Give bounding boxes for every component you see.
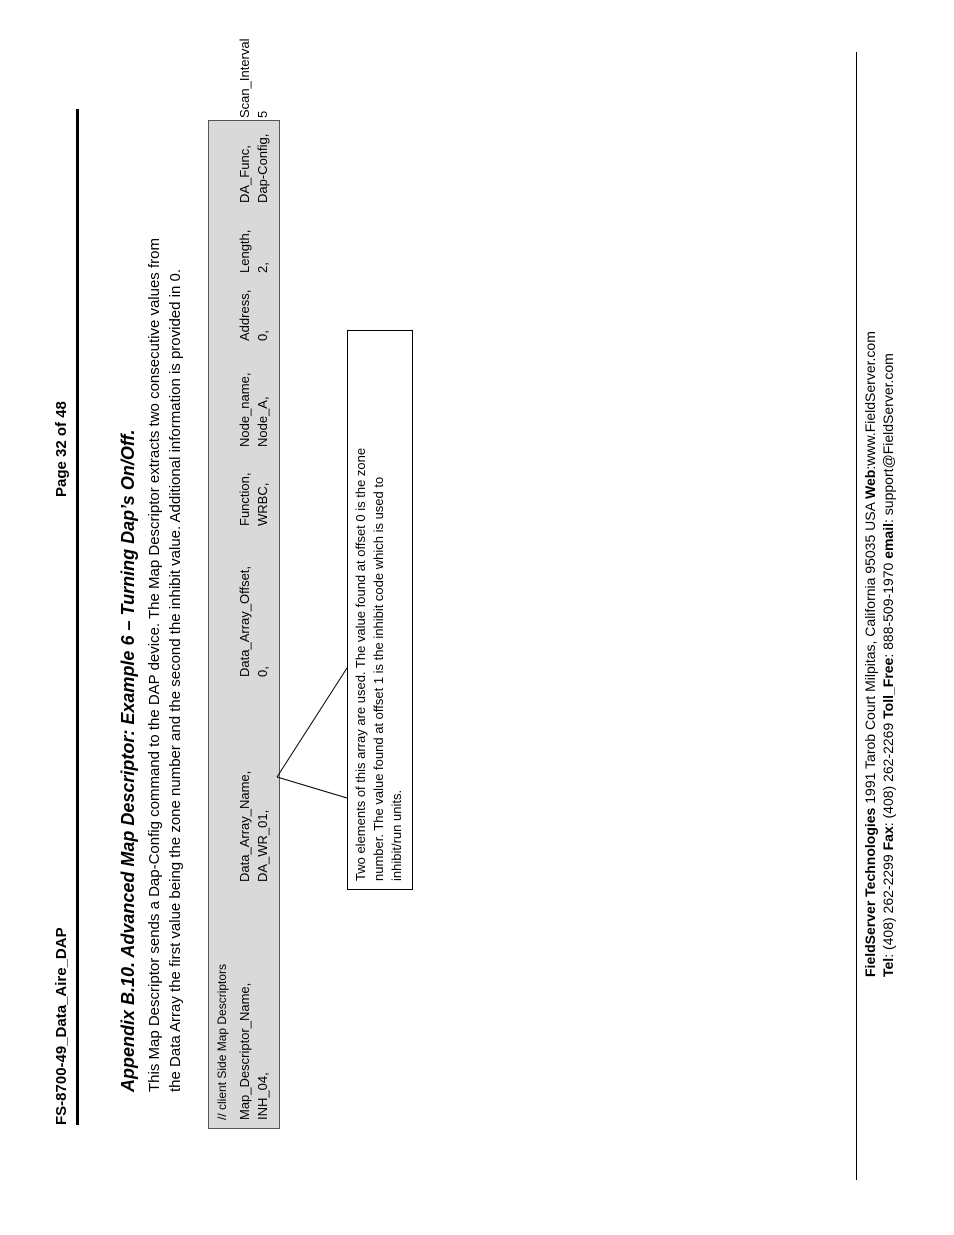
footer-company: FieldServer Technologies — [862, 807, 878, 977]
header-cell: Function, — [237, 472, 252, 526]
section-title: Appendix B.10. Advanced Map Descriptor: Example 6 – Turning Dap’s On/Off. — [118, 429, 138, 1092]
body-line: This Map Descriptor sends a Dap-Config command to the DAP device. The Map Descriptor extracts two consecutive values from — [146, 238, 163, 1092]
header-cell: Data_Array_Offset, — [237, 565, 252, 677]
footer-tel-label: Tel — [880, 957, 896, 977]
header-cell: Node_name, — [237, 372, 252, 447]
footer-address: 1991 Tarob Court Milpitas, California 95035 USA — [862, 498, 878, 808]
footer-email: : support@FieldServer.com — [880, 353, 896, 523]
footer-tel: : (408) 262-2299 — [880, 850, 896, 958]
callout-pointer-line — [277, 777, 347, 798]
document-id: FS-8700-49_Data_Aire_DAP — [53, 927, 70, 1125]
value-cell: INH_04, — [255, 1072, 270, 1120]
value-cell: 5 — [255, 110, 270, 118]
header-cell: Data_Array_Name, — [237, 770, 252, 882]
value-cell: Dap-Config, — [255, 133, 270, 203]
callout-line: inhibit/run units. — [389, 789, 404, 881]
callout-pointer-line — [277, 668, 347, 777]
header-cell: Map_Descriptor_Name, — [237, 982, 252, 1120]
value-cell: WRBC, — [255, 482, 270, 526]
value-cell: 2, — [255, 262, 270, 273]
value-cell: 0, — [255, 330, 270, 341]
footer-tollfree-label: Toll_Free — [880, 657, 896, 719]
footer-rule — [856, 52, 857, 1180]
header-cell: Length, — [237, 229, 252, 273]
page-number: Page 32 of 48 — [53, 401, 70, 497]
callout-line: number. The value found at offset 1 is the inhibit code which is used to — [371, 476, 386, 881]
map-descriptor-comment: // client Side Map Descriptors — [215, 963, 229, 1120]
value-cell: DA_WR_01, — [255, 809, 270, 882]
body-line: the Data Array the first value being the zone number and the second the inhibit value. Additional information is provided in 0. — [167, 268, 184, 1092]
footer-email-label: email — [880, 522, 896, 559]
header-cell: Scan_Interval — [237, 38, 252, 118]
footer-fax: : (408) 262-2269 — [880, 718, 896, 827]
footer-web: :www.FieldServer.com — [862, 331, 878, 470]
footer-tollfree: : 888-509-1970 — [880, 558, 896, 658]
callout-box — [347, 330, 413, 890]
callout-line: Two elements of this array are used. The value found at offset 0 is the zone — [353, 447, 368, 881]
header-cell: DA_Func, — [237, 145, 252, 203]
footer-line-2 — [880, 353, 896, 977]
footer-line-1 — [862, 331, 878, 977]
value-cell: 0, — [255, 666, 270, 677]
footer-web-label: Web — [862, 469, 878, 499]
value-cell: Node_A, — [255, 396, 270, 447]
footer-fax-label: Fax — [880, 826, 896, 851]
header-cell: Address, — [237, 289, 252, 341]
